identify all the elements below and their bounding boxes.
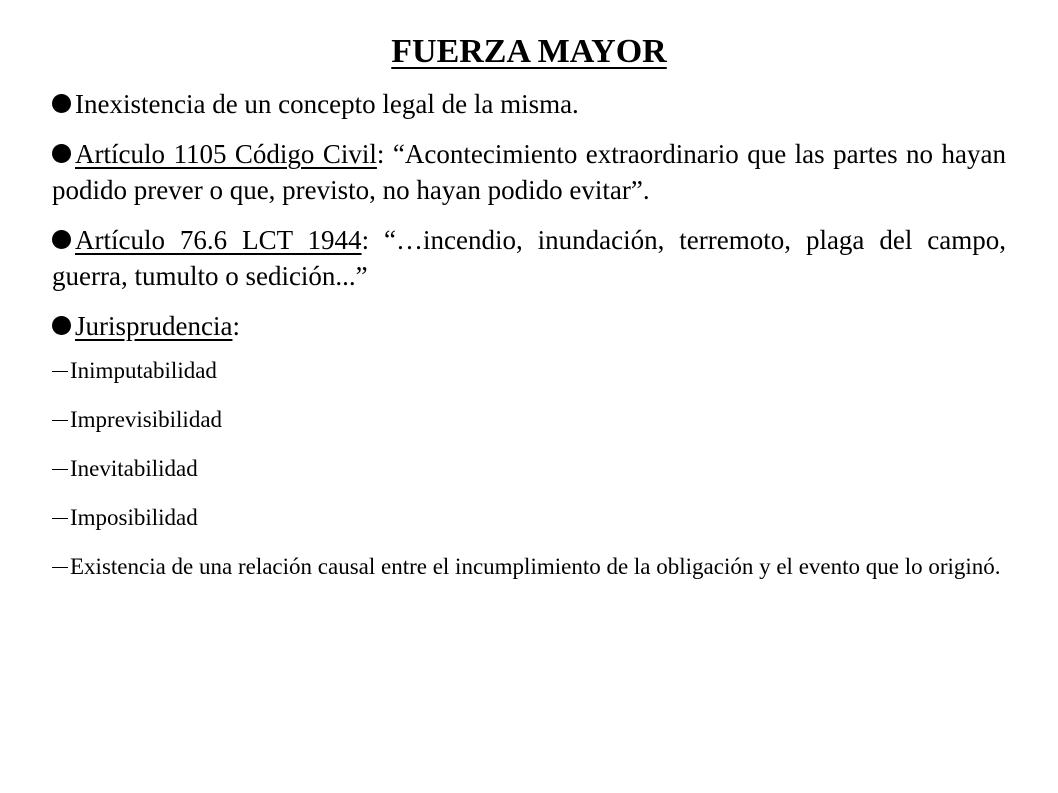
slide-title: FUERZA MAYOR [391, 33, 667, 70]
sub-item [52, 354, 1006, 387]
bullet-item [52, 308, 1006, 344]
sub-item-text: Imposibilidad [70, 505, 198, 530]
sub-item [52, 501, 1006, 534]
sub-item-text: Existencia de una relación causal entre el incumplimiento de la obligación y el evento que lo originó. [70, 554, 1001, 579]
bullet-dot-icon [52, 144, 71, 163]
sub-item [52, 403, 1006, 436]
bullet-label: Artículo 76.6 LCT 1944 [75, 225, 362, 255]
bullet-text: : “…incendio, inundación, terremoto, plaga del campo, guerra, tumulto o sedición...” [52, 225, 1007, 291]
dash-icon [52, 567, 68, 569]
dash-icon [52, 420, 68, 422]
bullet-text: : [232, 311, 240, 341]
bullet-label: Artículo 1105 Código Civil [75, 139, 377, 169]
bullet-dot-icon [52, 94, 71, 113]
dash-icon [52, 469, 68, 471]
bullet-dot-icon [52, 230, 71, 249]
bullet-item [52, 86, 1006, 122]
sub-item-text: Imprevisibilidad [70, 407, 223, 432]
bullet-text: : “Acontecimiento extraordinario que las partes no hayan podido prever o que, previsto, no hayan podido evitar”. [52, 139, 1006, 205]
sub-item-text: Inimputabilidad [70, 358, 217, 383]
bullet-item [52, 136, 1006, 208]
slide-content [52, 28, 1006, 583]
sub-item-text: Inevitabilidad [70, 456, 198, 481]
dash-icon [52, 371, 68, 373]
sub-item [52, 550, 1006, 583]
dash-icon [52, 518, 68, 520]
bullet-label: Jurisprudencia [75, 311, 233, 341]
sub-item [52, 452, 1006, 485]
bullet-dot-icon [52, 316, 71, 335]
bullet-item [52, 222, 1006, 294]
bullet-text: Inexistencia de un concepto legal de la misma. [75, 89, 579, 119]
